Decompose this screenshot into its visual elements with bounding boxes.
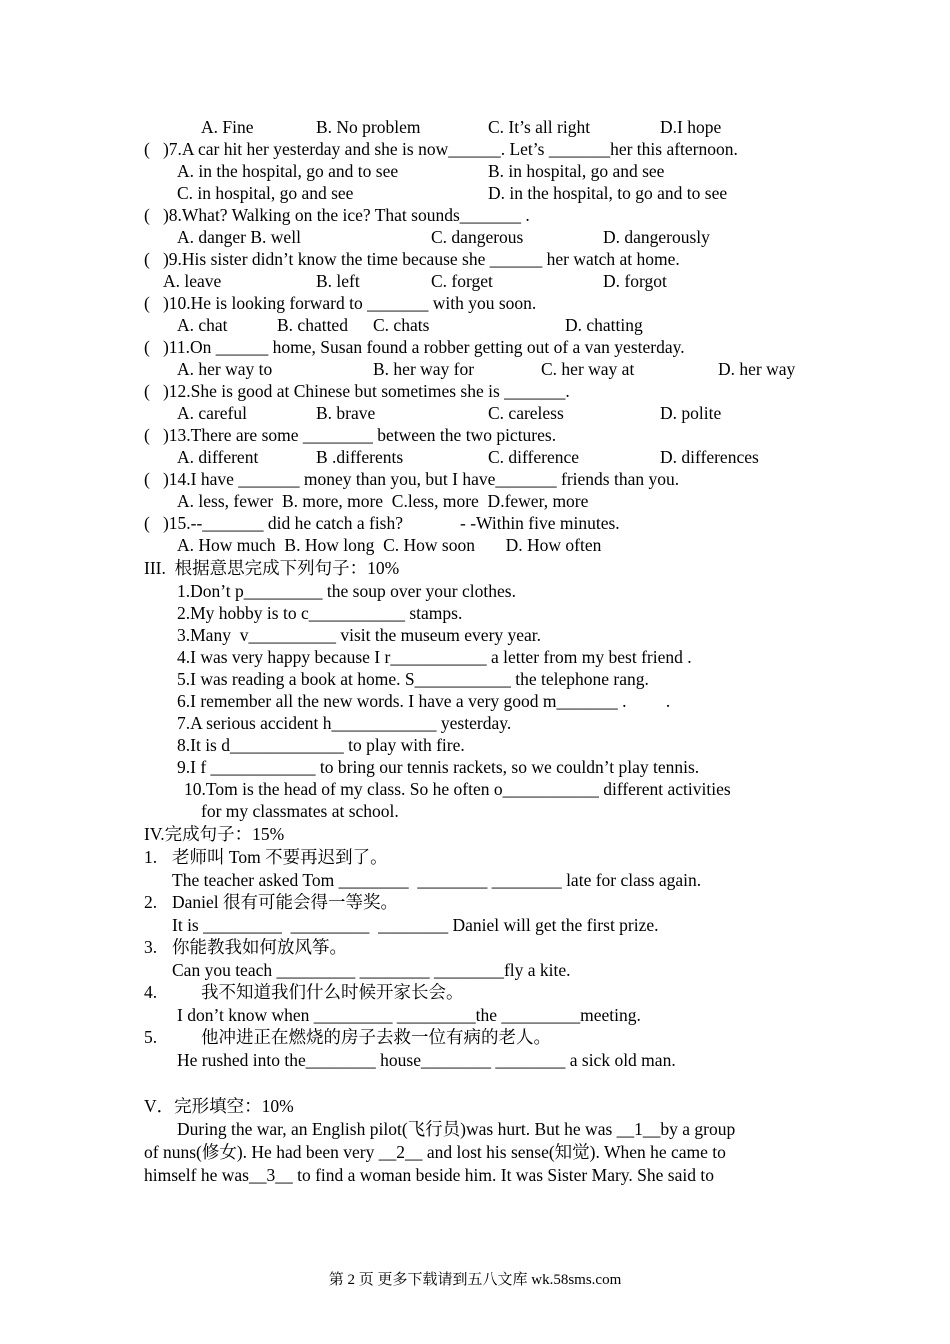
q13-option-a: A. different <box>177 447 259 467</box>
sec4-item-english: Can you teach _________ ________ ________fly a kite. <box>172 960 571 980</box>
q11-option-d: D. her way <box>718 359 796 379</box>
sec3-item: 8.It is d_____________ to play with fire. <box>177 735 465 755</box>
q10-option-b: B. chatted <box>277 315 348 335</box>
sec4-item-number: 5. <box>144 1027 158 1047</box>
q11-option-b: B. her way for <box>373 359 475 379</box>
q12-option-c: C. careless <box>488 403 564 423</box>
section-4-title: IV.完成句子：15% <box>144 824 285 844</box>
q8-option-c: C. dangerous <box>431 227 524 247</box>
q6-option-a: A. Fine <box>201 117 254 137</box>
sec3-item-continuation: for my classmates at school. <box>201 801 399 821</box>
sec4-item-chinese: 我不知道我们什么时候开家长会。 <box>201 982 464 1002</box>
q8-option-ab: A. danger B. well <box>177 227 301 247</box>
q6-option-c: C. It’s all right <box>488 117 591 137</box>
q7-option-b: B. in hospital, go and see <box>488 161 665 181</box>
q12-stem: ( )12.She is good at Chinese but sometimes she is _______. <box>144 381 570 401</box>
q15-options: A. How much B. How long C. How soon D. How often <box>177 535 602 555</box>
q10-option-d: D. chatting <box>565 315 643 335</box>
q10-option-c: C. chats <box>373 315 430 335</box>
q6-option-d: D.I hope <box>660 117 722 137</box>
q8-option-d: D. dangerously <box>603 227 710 247</box>
q10-option-a: A. chat <box>177 315 228 335</box>
q9-option-b: B. left <box>316 271 360 291</box>
sec4-item-number: 4. <box>144 982 158 1002</box>
cloze-paragraph-line: During the war, an English pilot(飞行员)was hurt. But he was __1__by a group <box>177 1119 736 1139</box>
q11-option-a: A. her way to <box>177 359 273 379</box>
q15-stem: ( )15.--_______ did he catch a fish? <box>144 513 404 533</box>
sec4-item-english: He rushed into the________ house________ ________ a sick old man. <box>177 1050 676 1070</box>
sec4-item-number: 2. <box>144 892 158 912</box>
q13-stem: ( )13.There are some ________ between the two pictures. <box>144 425 557 445</box>
sec3-item: 7.A serious accident h____________ yesterday. <box>177 713 512 733</box>
q9-option-c: C. forget <box>431 271 493 291</box>
cloze-paragraph-line: himself he was__3__ to find a woman beside him. It was Sister Mary. She said to <box>144 1165 714 1185</box>
sec4-item-number: 1. <box>144 847 158 867</box>
sec4-item-chinese: 他冲进正在燃烧的房子去救一位有病的老人。 <box>201 1027 551 1047</box>
q13-option-b: B .differents <box>316 447 404 467</box>
q7-option-a: A. in the hospital, go and to see <box>177 161 399 181</box>
q14-stem: ( )14.I have _______ money than you, but I have_______ friends than you. <box>144 469 680 489</box>
sec3-item: 5.I was reading a book at home. S___________ the telephone rang. <box>177 669 649 689</box>
q8-stem: ( )8.What? Walking on the ice? That sounds_______ . <box>144 205 530 225</box>
q10-stem: ( )10.He is looking forward to _______ with you soon. <box>144 293 537 313</box>
sec4-item-english: The teacher asked Tom ________ ________ ________ late for class again. <box>172 870 702 890</box>
sec4-item-chinese: Daniel 很有可能会得一等奖。 <box>172 892 399 912</box>
section-3-title: III. 根据意思完成下列句子：10% <box>144 558 400 578</box>
q7-option-d: D. in the hospital, to go and to see <box>488 183 728 203</box>
cloze-paragraph-line: of nuns(修女). He had been very __2__ and lost his sense(知觉). When he came to <box>144 1142 726 1162</box>
q9-option-d: D. forgot <box>603 271 667 291</box>
sec3-item: 10.Tom is the head of my class. So he often o___________ different activities <box>184 779 731 799</box>
q12-option-a: A. careful <box>177 403 247 423</box>
section-5-title: V．完形填空：10% <box>144 1096 294 1116</box>
sec3-item: 1.Don’t p_________ the soup over your clothes. <box>177 581 516 601</box>
q6-option-b: B. No problem <box>316 117 421 137</box>
q7-option-c: C. in hospital, go and see <box>177 183 354 203</box>
page-footer: 第 2 页 更多下载请到五八文库 wk.58sms.com <box>328 1272 622 1288</box>
sec3-item: 9.I f ____________ to bring our tennis rackets, so we couldn’t play tennis. <box>177 757 700 777</box>
q15-answer: - -Within five minutes. <box>460 513 620 533</box>
sec4-item-english: I don’t know when _________ _________the _________meeting. <box>177 1005 641 1025</box>
sec4-item-number: 3. <box>144 937 158 957</box>
sec3-item: 6.I remember all the new words. I have a very good m_______ . . <box>177 691 671 711</box>
q12-option-d: D. polite <box>660 403 722 423</box>
sec4-item-english: It is _________ _________ ________ Daniel will get the first prize. <box>172 915 659 935</box>
q12-option-b: B. brave <box>316 403 376 423</box>
sec4-item-chinese: 老师叫 Tom 不要再迟到了。 <box>172 847 388 867</box>
q11-stem: ( )11.On ______ home, Susan found a robber getting out of a van yesterday. <box>144 337 685 357</box>
q9-stem: ( )9.His sister didn’t know the time because she ______ her watch at home. <box>144 249 680 269</box>
q11-option-c: C. her way at <box>541 359 635 379</box>
q7-stem: ( )7.A car hit her yesterday and she is now______. Let’s _______her this afternoon. <box>144 139 738 159</box>
sec3-item: 2.My hobby is to c___________ stamps. <box>177 603 463 623</box>
sec3-item: 4.I was very happy because I r___________ a letter from my best friend . <box>177 647 692 667</box>
q13-option-c: C. difference <box>488 447 580 467</box>
q14-options: A. less, fewer B. more, more C.less, more D.fewer, more <box>177 491 589 511</box>
sec3-item: 3.Many v__________ visit the museum every year. <box>177 625 542 645</box>
sec4-item-chinese: 你能教我如何放风筝。 <box>172 937 347 957</box>
q13-option-d: D. differences <box>660 447 759 467</box>
q9-option-a: A. leave <box>163 271 222 291</box>
